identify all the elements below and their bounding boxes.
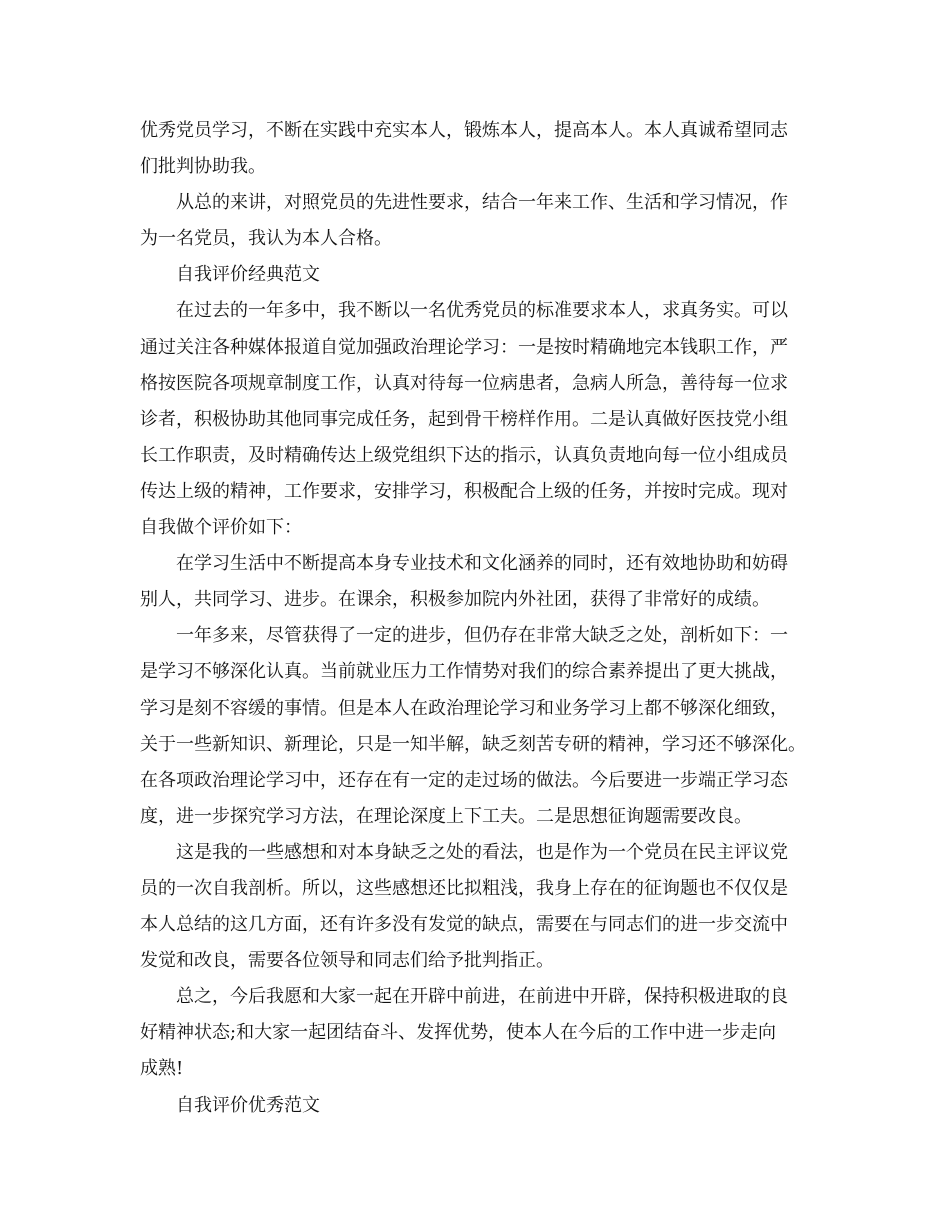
- text-line: 优秀党员学习，不断在实践中充实本人，锻炼本人，提高本人。本人真诚希望同志: [140, 120, 788, 141]
- text-line: 是学习不够深化认真。当前就业压力工作情势对我们的综合素养提出了更大挑战，: [140, 661, 788, 683]
- text-line: 别人，共同学习、进步。在课余，积极参加院内外社团，获得了非常好的成绩。: [140, 589, 770, 611]
- text-line: 关于一些新知识、新理论，只是一知半解，缺乏刻苦专研的精神，学习还不够深化。: [140, 733, 806, 755]
- text-line: 诊者，积极协助其他同事完成任务，起到骨干榜样作用。二是认真做好医技党小组: [140, 408, 788, 430]
- text-line: 总之，今后我愿和大家一起在开辟中前进，在前进中开辟，保持积极进取的良: [176, 986, 788, 1008]
- text-line: 自我评价经典范文: [176, 264, 320, 286]
- text-line: 本人总结的这几方面，还有许多没有发觉的缺点，需要在与同志们的进一步交流中: [140, 914, 788, 936]
- text-line: 在各项政治理论学习中，还存在有一定的走过场的做法。今后要进一步端正学习态: [140, 769, 788, 791]
- text-line: 长工作职责，及时精确传达上级党组织下达的指示，认真负责地向每一位小组成员: [140, 444, 788, 466]
- text-line: 自我评价优秀范文: [176, 1094, 320, 1116]
- text-line: 好精神状态;和大家一起团结奋斗、发挥优势，使本人在今后的工作中进一步走向: [140, 1022, 777, 1044]
- text-line: 在过去的一年多中，我不断以一名优秀党员的标准要求本人，求真务实。可以: [176, 300, 788, 322]
- text-line: 传达上级的精神，工作要求，安排学习，积极配合上级的任务，并按时完成。现对: [140, 480, 788, 502]
- text-line: 通过关注各种媒体报道自觉加强政治理论学习：一是按时精确地完本钱职工作，严: [140, 336, 788, 358]
- text-line: 发觉和改良，需要各位领导和同志们给予批判指正。: [140, 950, 554, 972]
- text-line: 为一名党员，我认为本人合格。: [140, 228, 392, 250]
- text-line: 在学习生活中不断提高本身专业技术和文化涵养的同时，还有效地协助和妨碍: [176, 553, 788, 575]
- text-line: 成熟!: [140, 1058, 184, 1080]
- text-line: 这是我的一些感想和对本身缺乏之处的看法，也是作为一个党员在民主评议党: [176, 841, 788, 863]
- document-body: [140, 113, 820, 1124]
- text-line: 们批判协助我。: [140, 156, 266, 178]
- text-line: 自我做个评价如下：: [140, 517, 302, 539]
- text-line: 从总的来讲，对照党员的先进性要求，结合一年来工作、生活和学习情况，作: [176, 192, 788, 214]
- text-line: 度，进一步探究学习方法，在理论深度上下工夫。二是思想征询题需要改良。: [140, 805, 752, 827]
- text-line: 一年多来，尽管获得了一定的进步，但仍存在非常大缺乏之处，剖析如下：一: [176, 625, 788, 647]
- text-line: 员的一次自我剖析。所以，这些感想还比拟粗浅，我身上存在的征询题也不仅仅是: [140, 877, 788, 899]
- text-line: 格按医院各项规章制度工作，认真对待每一位病患者，急病人所急，善待每一位求: [140, 372, 788, 394]
- text-line: 学习是刻不容缓的事情。但是本人在政治理论学习和业务学习上都不够深化细致，: [140, 697, 788, 719]
